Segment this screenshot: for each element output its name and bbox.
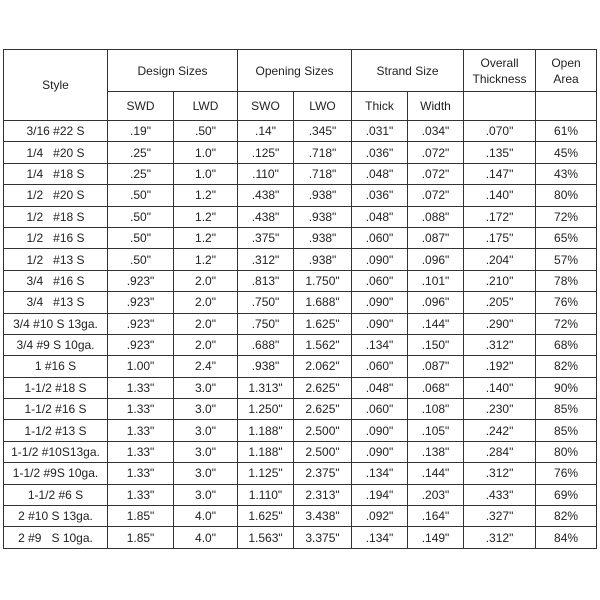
header-width: Width <box>408 92 464 121</box>
cell-swo: .125" <box>238 142 294 163</box>
cell-lwd: 3.0" <box>174 463 238 484</box>
cell-style: 1/2 #13 S <box>4 249 108 270</box>
cell-swo: 1.188" <box>238 441 294 462</box>
cell-open-area: 82% <box>536 356 597 377</box>
cell-swo: .750" <box>238 313 294 334</box>
cell-swo: 1.125" <box>238 463 294 484</box>
header-thick: Thick <box>352 92 408 121</box>
cell-style: 3/16 #22 S <box>4 121 108 142</box>
cell-overall-thickness: .210" <box>464 270 536 291</box>
cell-lwd: 2.0" <box>174 313 238 334</box>
cell-swd: .50" <box>108 206 174 227</box>
cell-swd: 1.33" <box>108 399 174 420</box>
cell-swo: 1.110" <box>238 484 294 505</box>
cell-overall-thickness: .312" <box>464 527 536 548</box>
cell-swo: .110" <box>238 163 294 184</box>
cell-width: .149" <box>408 527 464 548</box>
cell-open-area: 68% <box>536 334 597 355</box>
cell-width: .105" <box>408 420 464 441</box>
cell-style: 3/4 #16 S <box>4 270 108 291</box>
table-row <box>4 206 597 227</box>
cell-overall-thickness: .140" <box>464 377 536 398</box>
cell-lwd: 3.0" <box>174 377 238 398</box>
cell-lwo: 3.438" <box>294 506 352 527</box>
cell-open-area: 45% <box>536 142 597 163</box>
cell-lwo: 2.625" <box>294 399 352 420</box>
cell-width: .144" <box>408 463 464 484</box>
cell-thick: .090" <box>352 313 408 334</box>
cell-lwd: 4.0" <box>174 527 238 548</box>
cell-swo: .312" <box>238 249 294 270</box>
cell-open-area: 85% <box>536 420 597 441</box>
header-swo: SWO <box>238 92 294 121</box>
cell-lwo: 2.500" <box>294 441 352 462</box>
cell-width: .144" <box>408 313 464 334</box>
cell-lwo: 1.688" <box>294 292 352 313</box>
cell-open-area: 72% <box>536 206 597 227</box>
cell-overall-thickness: .175" <box>464 227 536 248</box>
cell-lwo: .938" <box>294 249 352 270</box>
cell-lwo: .718" <box>294 163 352 184</box>
cell-overall-thickness: .284" <box>464 441 536 462</box>
cell-width: .096" <box>408 292 464 313</box>
cell-overall-thickness: .242" <box>464 420 536 441</box>
cell-overall-thickness: .312" <box>464 463 536 484</box>
table-row <box>4 142 597 163</box>
cell-swo: .14" <box>238 121 294 142</box>
cell-style: 3/4 #9 S 10ga. <box>4 334 108 355</box>
cell-open-area: 85% <box>536 399 597 420</box>
cell-lwd: 1.0" <box>174 142 238 163</box>
cell-lwd: 3.0" <box>174 441 238 462</box>
cell-width: .203" <box>408 484 464 505</box>
cell-thick: .060" <box>352 227 408 248</box>
cell-swd: .923" <box>108 292 174 313</box>
cell-style: 3/4 #13 S <box>4 292 108 313</box>
cell-lwd: 2.0" <box>174 334 238 355</box>
cell-thick: .134" <box>352 527 408 548</box>
cell-swo: .750" <box>238 292 294 313</box>
cell-lwd: 2.0" <box>174 270 238 291</box>
cell-width: .068" <box>408 377 464 398</box>
cell-style: 1 #16 S <box>4 356 108 377</box>
cell-open-area: 76% <box>536 292 597 313</box>
cell-style: 2 #10 S 13ga. <box>4 506 108 527</box>
table-body <box>4 121 597 549</box>
cell-swd: 1.85" <box>108 506 174 527</box>
cell-lwd: 1.2" <box>174 249 238 270</box>
table-row <box>4 356 597 377</box>
cell-swo: .375" <box>238 227 294 248</box>
cell-swo: 1.625" <box>238 506 294 527</box>
cell-swo: 1.250" <box>238 399 294 420</box>
cell-lwo: 1.750" <box>294 270 352 291</box>
cell-open-area: 43% <box>536 163 597 184</box>
cell-swo: .938" <box>238 356 294 377</box>
cell-open-area: 82% <box>536 506 597 527</box>
header-lwd: LWD <box>174 92 238 121</box>
cell-lwd: 3.0" <box>174 399 238 420</box>
cell-lwd: 1.2" <box>174 206 238 227</box>
cell-lwo: .938" <box>294 227 352 248</box>
spec-table <box>3 49 597 549</box>
table-row <box>4 399 597 420</box>
cell-overall-thickness: .433" <box>464 484 536 505</box>
header-open-area-sub <box>536 92 597 121</box>
cell-swd: 1.85" <box>108 527 174 548</box>
cell-swo: 1.563" <box>238 527 294 548</box>
cell-style: 1-1/2 #13 S <box>4 420 108 441</box>
cell-width: .138" <box>408 441 464 462</box>
header-overall-thickness-line2: Thickness <box>472 71 527 86</box>
cell-thick: .048" <box>352 163 408 184</box>
cell-swd: .50" <box>108 185 174 206</box>
cell-overall-thickness: .312" <box>464 334 536 355</box>
cell-lwo: .718" <box>294 142 352 163</box>
cell-swd: .19" <box>108 121 174 142</box>
cell-width: .088" <box>408 206 464 227</box>
cell-lwd: 2.0" <box>174 292 238 313</box>
cell-thick: .036" <box>352 142 408 163</box>
cell-style: 1/2 #20 S <box>4 185 108 206</box>
cell-swd: .50" <box>108 227 174 248</box>
cell-lwd: 1.2" <box>174 185 238 206</box>
table-row <box>4 121 597 142</box>
cell-thick: .134" <box>352 463 408 484</box>
cell-thick: .090" <box>352 249 408 270</box>
cell-overall-thickness: .172" <box>464 206 536 227</box>
cell-swd: .923" <box>108 270 174 291</box>
cell-swd: .25" <box>108 163 174 184</box>
cell-width: .072" <box>408 185 464 206</box>
cell-width: .150" <box>408 334 464 355</box>
cell-style: 1/2 #16 S <box>4 227 108 248</box>
cell-overall-thickness: .147" <box>464 163 536 184</box>
header-overall-thickness <box>464 50 536 92</box>
cell-overall-thickness: .192" <box>464 356 536 377</box>
cell-open-area: 80% <box>536 185 597 206</box>
cell-lwo: 1.562" <box>294 334 352 355</box>
cell-swd: 1.33" <box>108 377 174 398</box>
cell-lwo: 3.375" <box>294 527 352 548</box>
cell-width: .164" <box>408 506 464 527</box>
cell-swo: 1.313" <box>238 377 294 398</box>
cell-thick: .090" <box>352 441 408 462</box>
cell-width: .108" <box>408 399 464 420</box>
cell-swo: .438" <box>238 206 294 227</box>
cell-style: 1/4 #18 S <box>4 163 108 184</box>
cell-overall-thickness: .070" <box>464 121 536 142</box>
cell-open-area: 69% <box>536 484 597 505</box>
cell-overall-thickness: .135" <box>464 142 536 163</box>
cell-style: 1-1/2 #10S13ga. <box>4 441 108 462</box>
table-row <box>4 463 597 484</box>
cell-lwo: .938" <box>294 206 352 227</box>
table-row <box>4 270 597 291</box>
cell-thick: .031" <box>352 121 408 142</box>
header-swd: SWD <box>108 92 174 121</box>
table-row <box>4 441 597 462</box>
cell-swo: 1.188" <box>238 420 294 441</box>
table-row <box>4 506 597 527</box>
cell-swd: .50" <box>108 249 174 270</box>
header-design-sizes: Design Sizes <box>108 50 238 92</box>
cell-lwo: 2.313" <box>294 484 352 505</box>
cell-lwd: 3.0" <box>174 420 238 441</box>
cell-width: .072" <box>408 142 464 163</box>
cell-thick: .090" <box>352 420 408 441</box>
cell-lwo: .938" <box>294 185 352 206</box>
cell-swd: 1.33" <box>108 420 174 441</box>
table-row <box>4 249 597 270</box>
cell-overall-thickness: .230" <box>464 399 536 420</box>
cell-style: 1-1/2 #9S 10ga. <box>4 463 108 484</box>
cell-open-area: 72% <box>536 313 597 334</box>
cell-open-area: 80% <box>536 441 597 462</box>
cell-lwo: 2.625" <box>294 377 352 398</box>
cell-overall-thickness: .327" <box>464 506 536 527</box>
cell-overall-thickness: .205" <box>464 292 536 313</box>
cell-open-area: 76% <box>536 463 597 484</box>
header-open-area-line2: Area <box>553 71 579 86</box>
cell-width: .096" <box>408 249 464 270</box>
cell-style: 1/2 #18 S <box>4 206 108 227</box>
table-row <box>4 420 597 441</box>
cell-lwd: 3.0" <box>174 484 238 505</box>
header-open-area-line1: Open <box>551 55 581 70</box>
cell-lwo: .345" <box>294 121 352 142</box>
cell-swd: 1.33" <box>108 441 174 462</box>
header-row-group <box>4 50 597 92</box>
cell-lwd: 4.0" <box>174 506 238 527</box>
cell-open-area: 78% <box>536 270 597 291</box>
cell-thick: .048" <box>352 206 408 227</box>
cell-lwo: 2.062" <box>294 356 352 377</box>
cell-lwd: 1.0" <box>174 163 238 184</box>
cell-overall-thickness: .290" <box>464 313 536 334</box>
cell-swd: .923" <box>108 313 174 334</box>
cell-style: 1/4 #20 S <box>4 142 108 163</box>
cell-thick: .048" <box>352 377 408 398</box>
cell-width: .072" <box>408 163 464 184</box>
table-row <box>4 185 597 206</box>
header-open-area <box>536 50 597 92</box>
cell-thick: .090" <box>352 292 408 313</box>
cell-thick: .134" <box>352 334 408 355</box>
cell-style: 1-1/2 #6 S <box>4 484 108 505</box>
cell-thick: .092" <box>352 506 408 527</box>
cell-lwd: 1.2" <box>174 227 238 248</box>
cell-lwo: 2.375" <box>294 463 352 484</box>
cell-swo: .813" <box>238 270 294 291</box>
header-overall-thickness-sub <box>464 92 536 121</box>
cell-thick: .060" <box>352 399 408 420</box>
cell-width: .034" <box>408 121 464 142</box>
cell-overall-thickness: .204" <box>464 249 536 270</box>
cell-open-area: 84% <box>536 527 597 548</box>
cell-thick: .060" <box>352 270 408 291</box>
header-lwo: LWO <box>294 92 352 121</box>
cell-swo: .688" <box>238 334 294 355</box>
cell-width: .087" <box>408 356 464 377</box>
table-row <box>4 163 597 184</box>
table-row <box>4 292 597 313</box>
table-row <box>4 527 597 548</box>
cell-swd: .25" <box>108 142 174 163</box>
cell-open-area: 61% <box>536 121 597 142</box>
cell-overall-thickness: .140" <box>464 185 536 206</box>
cell-style: 1-1/2 #16 S <box>4 399 108 420</box>
cell-swd: .923" <box>108 334 174 355</box>
cell-swo: .438" <box>238 185 294 206</box>
table-row <box>4 484 597 505</box>
cell-style: 3/4 #10 S 13ga. <box>4 313 108 334</box>
header-strand-size: Strand Size <box>352 50 464 92</box>
cell-swd: 1.33" <box>108 463 174 484</box>
cell-lwd: 2.4" <box>174 356 238 377</box>
cell-lwo: 2.500" <box>294 420 352 441</box>
cell-width: .101" <box>408 270 464 291</box>
cell-open-area: 90% <box>536 377 597 398</box>
cell-swd: 1.00" <box>108 356 174 377</box>
header-style: Style <box>4 50 108 121</box>
cell-width: .087" <box>408 227 464 248</box>
cell-style: 2 #9 S 10ga. <box>4 527 108 548</box>
cell-lwd: .50" <box>174 121 238 142</box>
cell-thick: .194" <box>352 484 408 505</box>
header-overall-thickness-line1: Overall <box>480 55 519 70</box>
header-opening-sizes: Opening Sizes <box>238 50 352 92</box>
cell-lwo: 1.625" <box>294 313 352 334</box>
cell-style: 1-1/2 #18 S <box>4 377 108 398</box>
cell-swd: 1.33" <box>108 484 174 505</box>
table-row <box>4 313 597 334</box>
table-row <box>4 227 597 248</box>
table-row <box>4 334 597 355</box>
cell-open-area: 65% <box>536 227 597 248</box>
cell-thick: .036" <box>352 185 408 206</box>
table-row <box>4 377 597 398</box>
cell-thick: .060" <box>352 356 408 377</box>
cell-open-area: 57% <box>536 249 597 270</box>
